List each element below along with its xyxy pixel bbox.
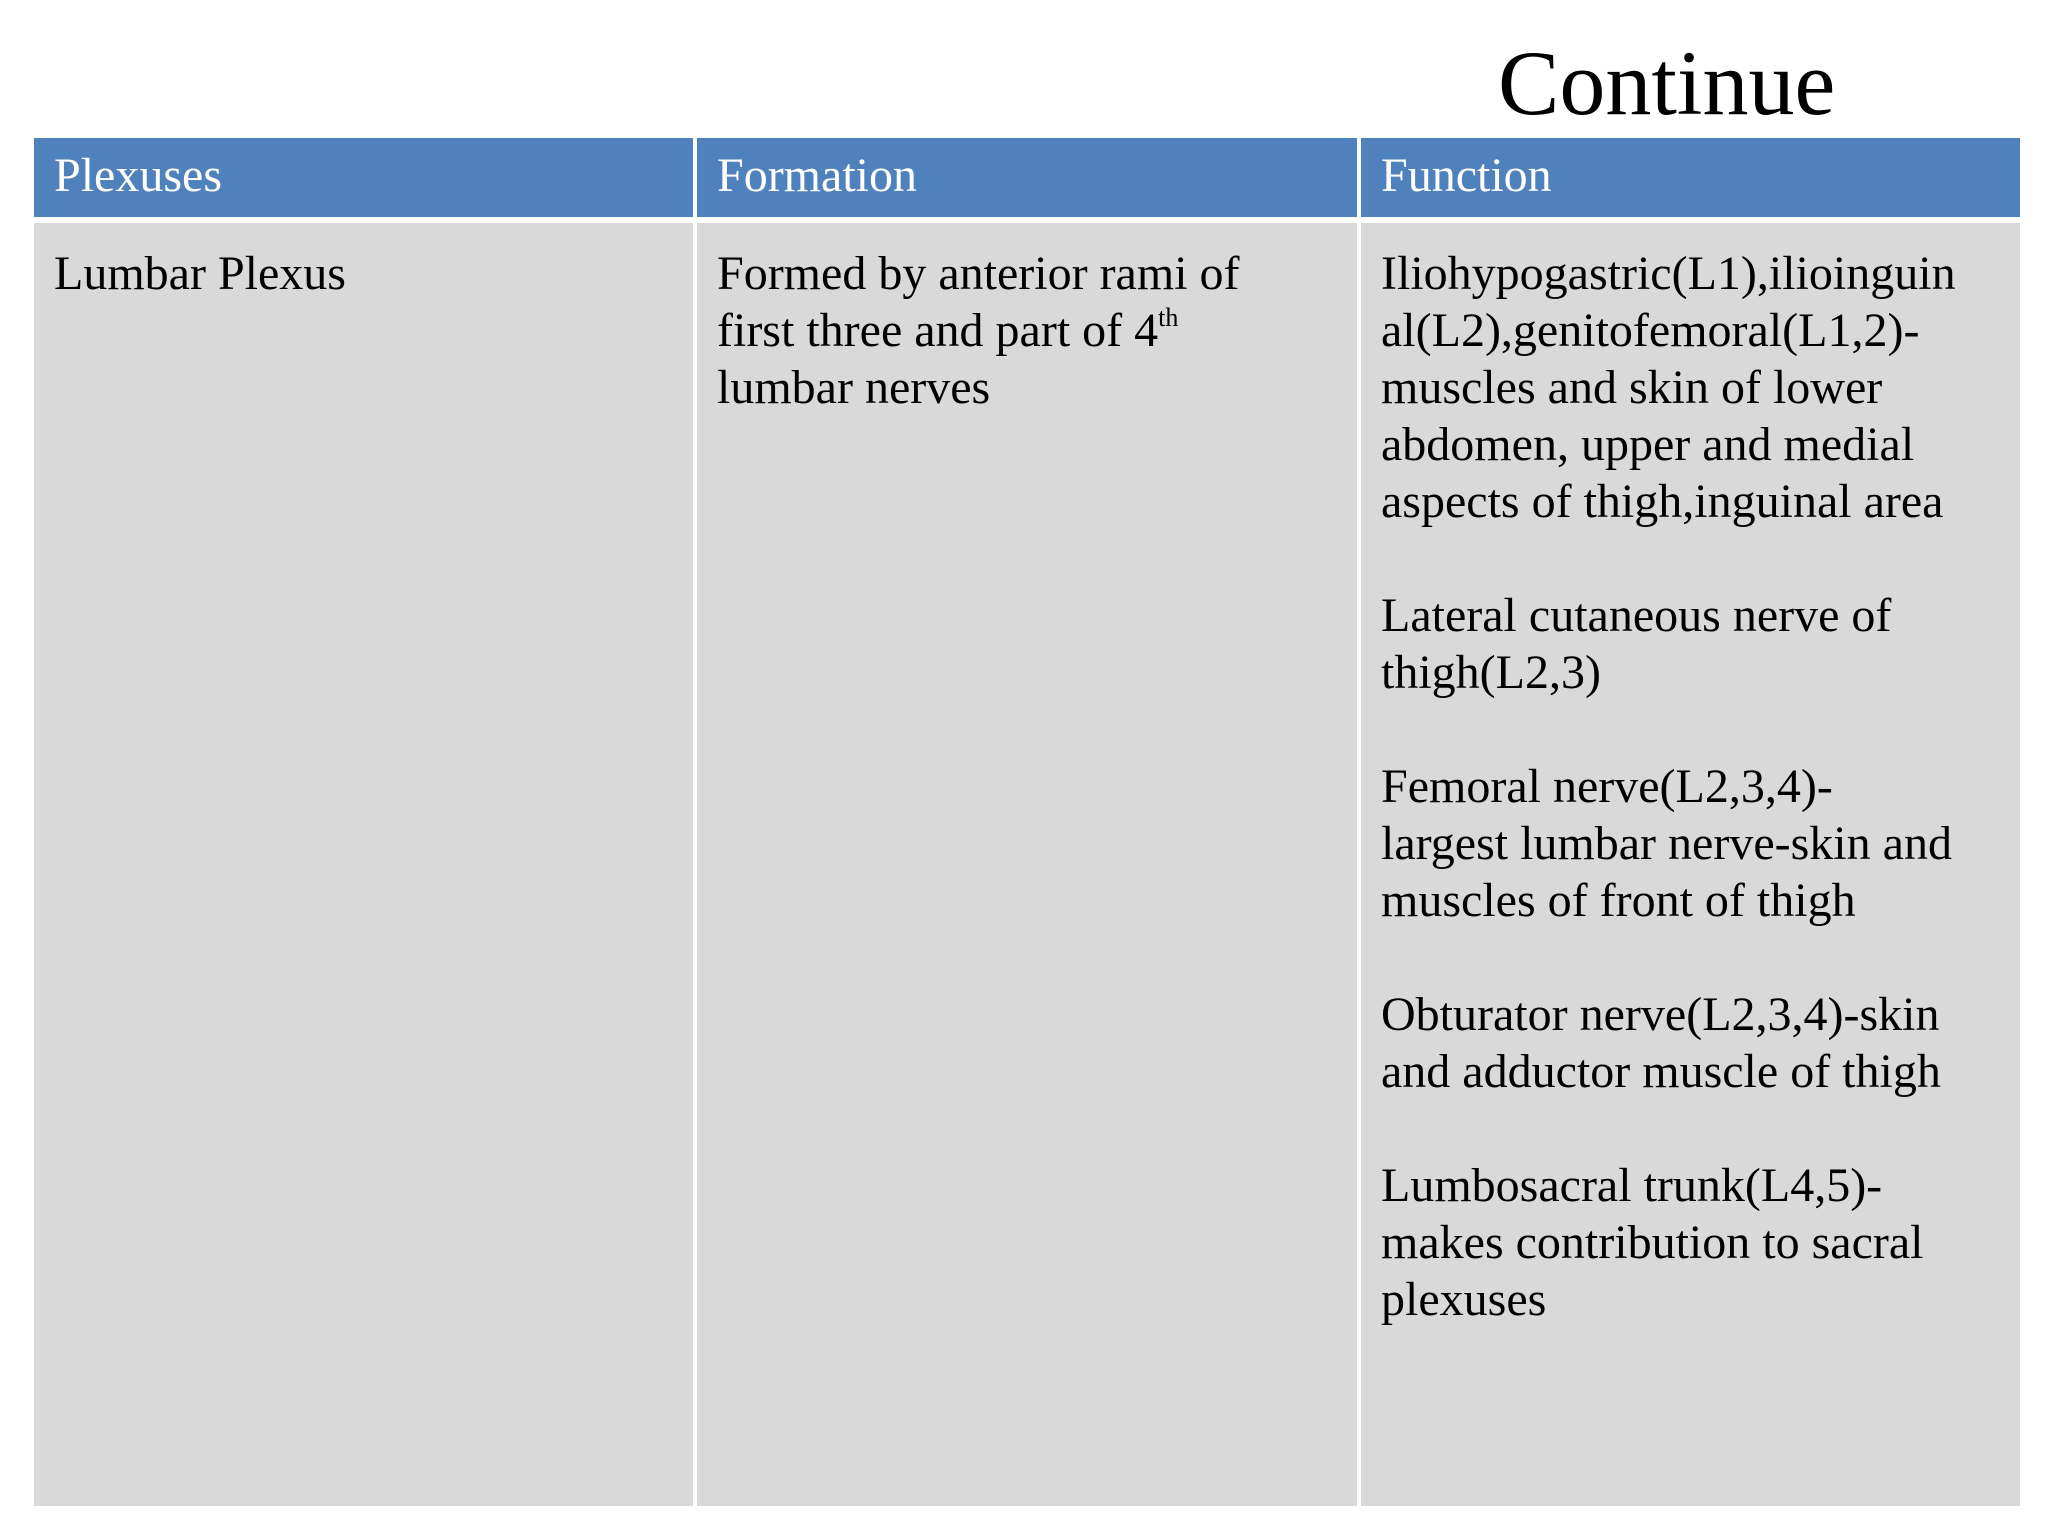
header-plexuses: Plexuses (34, 138, 693, 217)
function-line: abdomen, upper and medial (1381, 418, 1915, 471)
function-paragraph-lateral-cutaneous (1381, 587, 2000, 701)
function-line: al(L2),genitofemoral(L1,2)- (1381, 304, 1920, 357)
formation-ordinal-suffix: th (1158, 303, 1179, 332)
formation-line-2 (717, 302, 1337, 359)
function-line: thigh(L2,3) (1381, 646, 1601, 699)
function-line: largest lumbar nerve-skin and (1381, 817, 1952, 870)
formation-line-3: lumbar nerves (717, 361, 991, 414)
function-line: plexuses (1381, 1273, 1547, 1326)
function-line: Lateral cutaneous nerve of (1381, 589, 1892, 642)
function-line: aspects of thigh,inguinal area (1381, 475, 1944, 528)
function-line: muscles of front of thigh (1381, 874, 1856, 927)
function-paragraph-iliohypogastric (1381, 245, 2000, 530)
function-line: Iliohypogastric(L1),ilioinguin (1381, 247, 1956, 300)
formation-line-1: Formed by anterior rami of (717, 247, 1240, 300)
function-line: Obturator nerve(L2,3,4)-skin (1381, 988, 1940, 1041)
formation-line-2-text: first three and part of 4 (717, 304, 1159, 357)
function-line: makes contribution to sacral (1381, 1216, 1924, 1269)
function-line: Femoral nerve(L2,3,4)- (1381, 760, 1833, 813)
plexus-name: Lumbar Plexus (54, 247, 346, 300)
slide-title: Continue (1498, 32, 1836, 134)
function-paragraph-femoral (1381, 758, 2000, 929)
cell-formation (697, 223, 1357, 1506)
cell-function (1361, 223, 2020, 1506)
function-paragraph-lumbosacral (1381, 1157, 2000, 1328)
function-paragraph-obturator (1381, 986, 2000, 1100)
function-line: muscles and skin of lower (1381, 361, 1883, 414)
header-function: Function (1361, 138, 2020, 217)
cell-plexus (34, 223, 693, 1506)
plexus-table (34, 138, 2020, 1506)
header-formation: Formation (697, 138, 1357, 217)
function-line: and adductor muscle of thigh (1381, 1045, 1941, 1098)
function-line: Lumbosacral trunk(L4,5)- (1381, 1159, 1883, 1212)
